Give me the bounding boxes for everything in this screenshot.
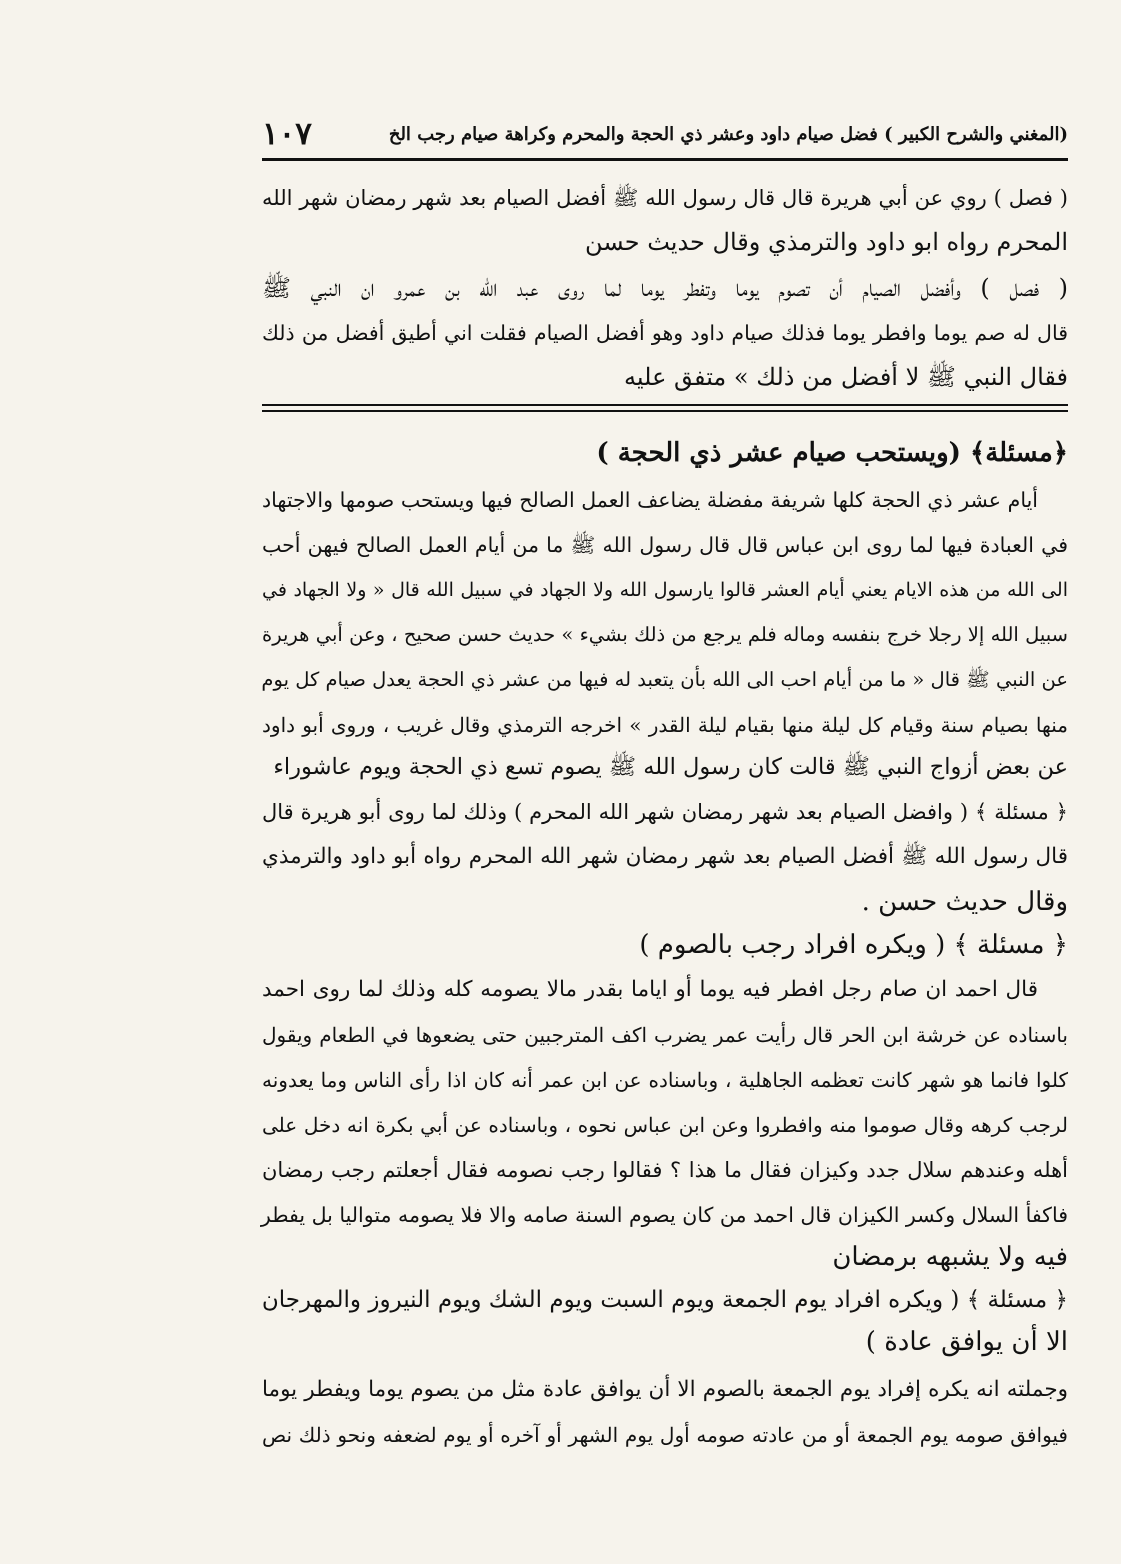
body-line: أيام عشر ذي الحجة كلها شريفة مفضلة يضاعف العمل الصالح فيها ويستحب صومها والاجتهاد [262, 488, 1038, 512]
body-line: في العبادة فيها لما روى ابن عباس قال قال رسول الله ﷺ ما من أيام العمل الصالح فيهن أحب [262, 533, 1068, 557]
footnote-line: المحرم رواه ابو داود والترمذي وقال حديث حسن [585, 228, 1068, 256]
page-number: ١٠٧ [262, 116, 312, 152]
body-line: ﴿مسئلة﴾ (ويستحب صيام عشر ذي الحجة ) [596, 438, 1068, 468]
body-line: منها بصيام سنة وقيام كل ليلة منها بقيام ليلة القدر » اخرجه الترمذي وقال غريب ، وروى أبو داود [262, 713, 1068, 737]
body-line: فيه ولا يشبهه برمضان [832, 1242, 1068, 1272]
body-line: الا أن يوافق عادة ) [865, 1327, 1068, 1357]
body-line: ﴿ مسئلة ﴾ ( ويكره افراد يوم الجمعة ويوم السبت ويوم الشك ويوم النيروز والمهرجان [261, 1287, 1068, 1313]
divider-rule [262, 410, 1068, 412]
running-header [262, 110, 1068, 158]
body-line: عن النبي ﷺ قال « ما من أيام احب الى الله بأن يتعبد له فيها من عشر ذي الحجة يعدل صيام كل يوم [261, 668, 1068, 691]
footnote-line: ( فصل ) روي عن أبي هريرة قال قال رسول الله ﷺ أفضل الصيام بعد شهر رمضان شهر الله [262, 186, 1068, 210]
body-line: أهله وعندهم سلال جدد وكيزان فقال ما هذا ؟ فقالوا رجب نصومه فقال أجعلتم رجب رمضان [262, 1158, 1069, 1182]
body-line: كلوا فانما هو شهر كانت تعظمه الجاهلية ، وباسناده عن ابن عمر أنه كان اذا رأى الناس وما يعدونه [262, 1068, 1068, 1092]
header-rule [262, 158, 1068, 161]
footnote-line: قال له صم يوما وافطر يوما فذلك صيام داود وهو أفضل الصيام فقلت اني أطيق أفضل من ذلك [262, 321, 1068, 345]
body-line: قال احمد ان صام رجل افطر فيه يوما أو اياما بقدر مالا يصومه كله وذلك لما روى احمد [262, 977, 1038, 1002]
divider-rule [262, 404, 1068, 406]
body-line: قال رسول الله ﷺ أفضل الصيام بعد شهر رمضان شهر الله المحرم رواه أبو داود والترمذي [262, 844, 1068, 869]
body-line: وجملته انه يكره إفراد يوم الجمعة بالصوم الا أن يوافق عادة مثل من يصوم يوما ويفطر يوما [262, 1377, 1068, 1402]
footnote-line: فقال النبي ﷺ لا أفضل من ذلك » متفق عليه [624, 363, 1068, 391]
body-line: عن بعض أزواج النبي ﷺ قالت كان رسول الله ﷺ يصوم تسع ذي الحجة ويوم عاشوراء [273, 754, 1068, 780]
body-line: باسناده عن خرشة ابن الحر قال رأيت عمر يضرب اكف المترجبين حتى يضعوها في الطعام ويقول [262, 1023, 1068, 1047]
body-line: وقال حديث حسن . [861, 887, 1068, 917]
body-line: ﴿ مسئلة ﴾ ( ويكره افراد رجب بالصوم ) [639, 930, 1068, 960]
footnote-line: ( فصل ) وأفضل الصيام أن تصوم يوما وتفطر يوما لما روى عبد الله بن عمرو ان النبي ﷺ [262, 274, 1068, 302]
body-line: الى الله من هذه الايام يعني أيام العشر قالوا يارسول الله ولا الجهاد في سبيل الله قال « ولا الجهاد في [262, 579, 1068, 601]
body-line: سبيل الله إلا رجلا خرج بنفسه وماله فلم يرجع من ذلك بشيء » حديث حسن صحيح ، وعن أبي هريرة [262, 623, 1068, 646]
header-title: (المغني والشرح الكبير ) فضل صيام داود وعشر ذي الحجة والمحرم وكراهة صيام رجب الخ [388, 123, 1068, 145]
body-line: فاكفأ السلال وكسر الكيزان قال احمد من كان يصوم السنة صامه والا فلا يصومه متواليا بل يفطر [260, 1203, 1068, 1227]
body-line: ﴿ مسئلة ﴾ ( وافضل الصيام بعد شهر رمضان شهر الله المحرم ) وذلك لما روى أبو هريرة قال [262, 800, 1068, 824]
body-line: لرجب كرهه وقال صوموا منه وافطروا وعن ابن عباس نحوه ، وباسناده عن أبي بكرة انه دخل على [262, 1113, 1068, 1137]
body-line: فيوافق صومه يوم الجمعة أو من عادته صومه أول يوم الشهر أو آخره أو يوم لضعفه ونحو ذلك نص [262, 1423, 1068, 1447]
